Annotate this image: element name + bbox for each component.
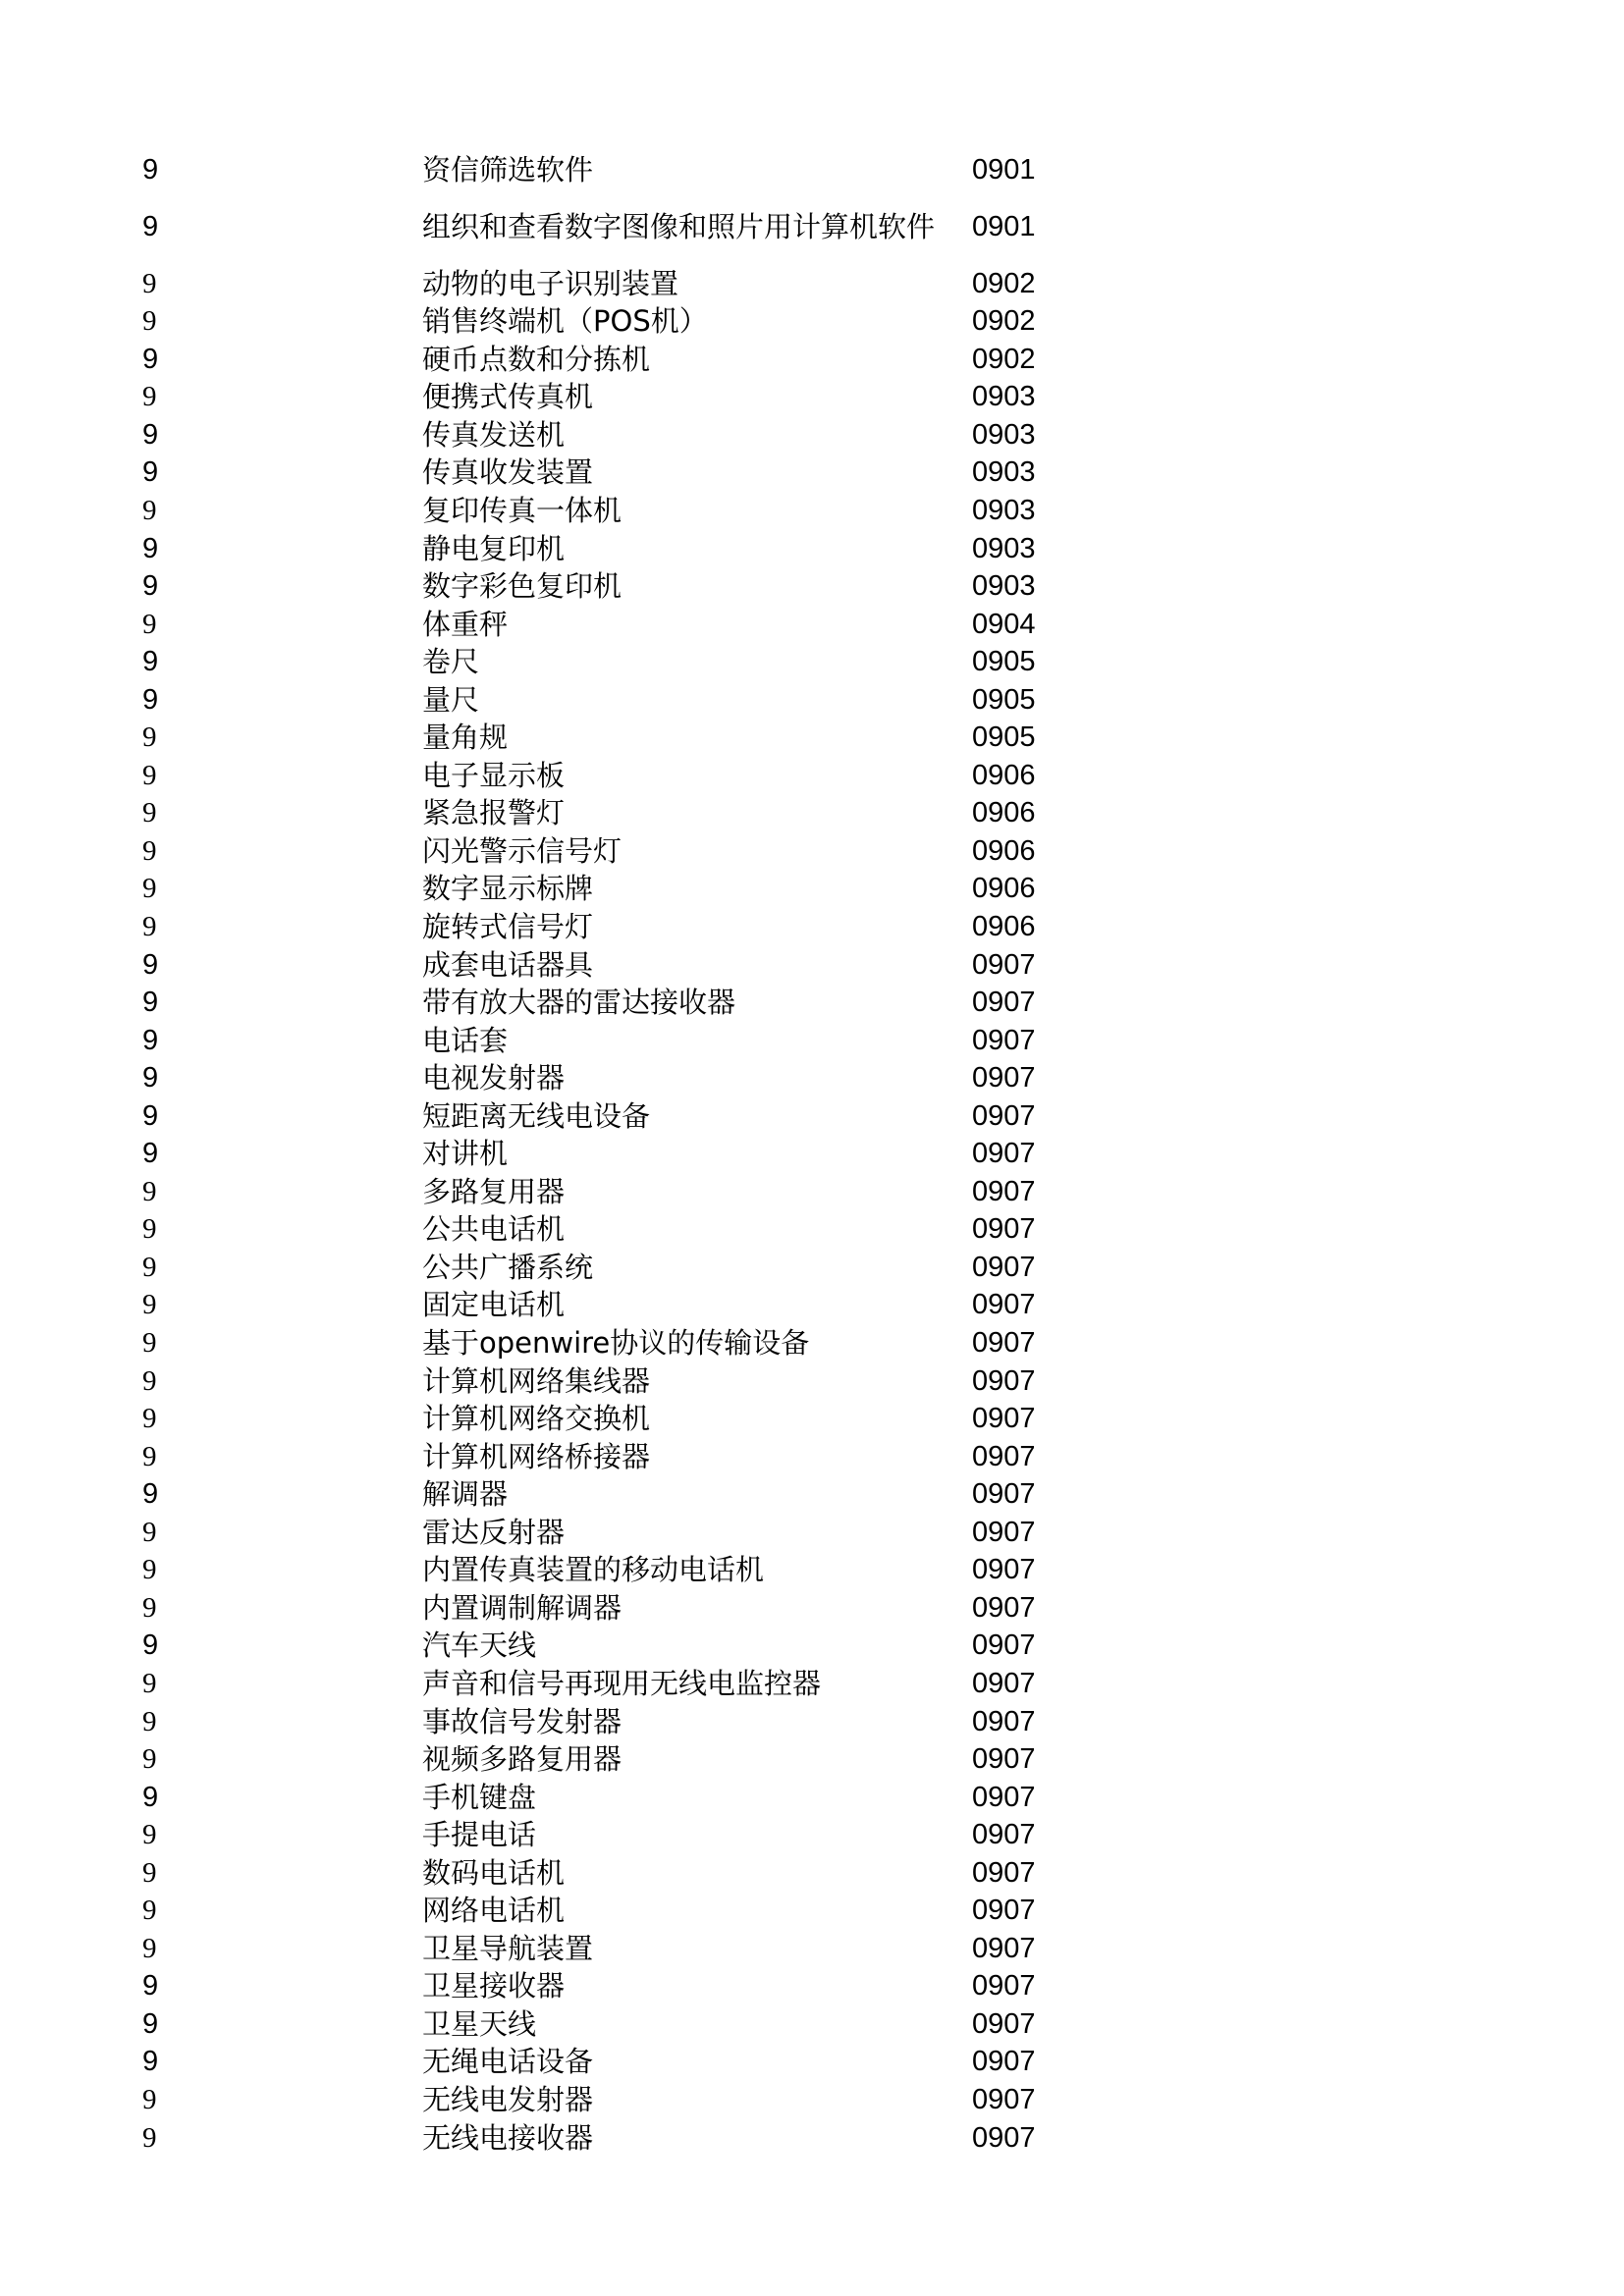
goods-name: 手机键盘 (422, 1781, 537, 1814)
group-code: 0906 (972, 910, 1036, 942)
table-row (0, 151, 1624, 188)
table-row (0, 1892, 1624, 1929)
group-code: 0907 (972, 948, 1036, 981)
table-row (0, 643, 1624, 680)
goods-name: 便携式传真机 (422, 380, 594, 413)
goods-name: 传真发送机 (422, 418, 566, 452)
table-row (0, 1665, 1624, 1702)
goods-name: 内置传真装置的移动电话机 (422, 1553, 765, 1586)
goods-name: 数字显示标牌 (422, 872, 594, 905)
table-row (0, 189, 1624, 264)
table-row (0, 1930, 1624, 1967)
class-number: 9 (142, 759, 157, 791)
group-code: 0907 (972, 2121, 1036, 2154)
table-row (0, 794, 1624, 831)
group-code: 0907 (972, 1288, 1036, 1320)
goods-name: 无线电发射器 (422, 2083, 594, 2116)
goods-name: 手提电话 (422, 1818, 537, 1851)
class-number: 9 (142, 210, 159, 242)
class-number: 9 (142, 1440, 157, 1472)
group-code: 0907 (972, 1591, 1036, 1624)
goods-name: 汽车天线 (422, 1629, 537, 1662)
group-code: 0907 (972, 1629, 1036, 1661)
group-code: 0906 (972, 834, 1036, 867)
class-number: 9 (142, 1477, 159, 1510)
group-code: 0907 (972, 2045, 1036, 2077)
goods-name: 视频多路复用器 (422, 1742, 623, 1776)
class-number: 9 (142, 1137, 159, 1169)
table-row (0, 302, 1624, 340)
class-number: 9 (142, 721, 157, 753)
group-code: 0907 (972, 1516, 1036, 1548)
group-code: 0907 (972, 1024, 1036, 1056)
group-code: 0907 (972, 1818, 1036, 1850)
goods-name: 声音和信号再现用无线电监控器 (422, 1667, 822, 1700)
table-row (0, 2043, 1624, 2080)
table-row (0, 567, 1624, 605)
group-code: 0906 (972, 872, 1036, 904)
goods-name: 量角规 (422, 721, 509, 754)
class-number: 9 (142, 153, 159, 186)
goods-name: 事故信号发射器 (422, 1705, 623, 1738)
table-row (0, 265, 1624, 302)
class-number: 9 (142, 948, 159, 981)
class-number: 9 (142, 1326, 157, 1359)
group-code: 0903 (972, 569, 1036, 602)
table-row (0, 2081, 1624, 2118)
goods-name: 卫星接收器 (422, 1969, 566, 2002)
group-code: 0907 (972, 1856, 1036, 1889)
group-code: 0901 (972, 153, 1036, 186)
goods-name: 销售终端机（POS机） (422, 304, 708, 338)
class-number: 9 (142, 1402, 157, 1434)
table-row (0, 1400, 1624, 1437)
class-number: 9 (142, 986, 159, 1018)
group-code: 0907 (972, 986, 1036, 1018)
table-row (0, 1551, 1624, 1588)
goods-name: 短距离无线电设备 (422, 1099, 651, 1133)
goods-name: 带有放大器的雷达接收器 (422, 986, 736, 1019)
goods-name: 复印传真一体机 (422, 494, 623, 527)
class-number: 9 (142, 796, 157, 828)
group-code: 0907 (972, 1402, 1036, 1434)
class-number: 9 (142, 2121, 157, 2154)
table-row (0, 681, 1624, 719)
goods-name: 基于openwire协议的传输设备 (422, 1326, 810, 1360)
goods-name: 解调器 (422, 1477, 509, 1511)
table-row (0, 1589, 1624, 1627)
class-number: 9 (142, 1742, 157, 1775)
table-row (0, 870, 1624, 907)
class-number: 9 (142, 1591, 157, 1624)
group-code: 0907 (972, 1705, 1036, 1737)
goods-name: 网络电话机 (422, 1894, 566, 1927)
class-number: 9 (142, 1932, 157, 1964)
group-code: 0907 (972, 1781, 1036, 1813)
goods-name: 公共广播系统 (422, 1251, 594, 1284)
group-code: 0907 (972, 1440, 1036, 1472)
table-row (0, 984, 1624, 1021)
goods-name: 对讲机 (422, 1137, 509, 1170)
table-row (0, 416, 1624, 454)
goods-name: 动物的电子识别装置 (422, 267, 679, 300)
table-row (0, 2005, 1624, 2043)
goods-name: 无线电接收器 (422, 2121, 594, 2155)
goods-name: 数字彩色复印机 (422, 569, 623, 603)
goods-name: 卫星导航装置 (422, 1932, 594, 1965)
class-number: 9 (142, 267, 157, 299)
group-code: 0906 (972, 796, 1036, 828)
goods-name: 体重秤 (422, 608, 509, 641)
class-number: 9 (142, 494, 157, 526)
table-row (0, 492, 1624, 529)
group-code: 0907 (972, 1326, 1036, 1359)
goods-name: 紧急报警灯 (422, 796, 566, 829)
class-number: 9 (142, 1364, 157, 1397)
group-code: 0907 (972, 1251, 1036, 1283)
table-row (0, 1740, 1624, 1778)
table-row (0, 1475, 1624, 1513)
goods-name: 公共电话机 (422, 1212, 566, 1246)
group-code: 0903 (972, 418, 1036, 451)
group-code: 0907 (972, 1175, 1036, 1207)
goods-name: 雷达反射器 (422, 1516, 566, 1549)
group-code: 0903 (972, 455, 1036, 488)
table-row (0, 1173, 1624, 1210)
group-code: 0906 (972, 759, 1036, 791)
class-number: 9 (142, 1629, 159, 1661)
table-row (0, 1210, 1624, 1248)
table-row (0, 1362, 1624, 1400)
table-row (0, 946, 1624, 984)
class-number: 9 (142, 872, 157, 904)
class-number: 9 (142, 569, 159, 602)
group-code: 0907 (972, 1137, 1036, 1169)
group-code: 0902 (972, 304, 1036, 337)
table-row (0, 1967, 1624, 2004)
class-number: 9 (142, 1818, 157, 1850)
class-number: 9 (142, 910, 157, 942)
goods-name: 静电复印机 (422, 532, 566, 565)
goods-name: 计算机网络集线器 (422, 1364, 651, 1398)
group-code: 0903 (972, 532, 1036, 564)
goods-name: 计算机网络交换机 (422, 1402, 651, 1435)
group-code: 0905 (972, 645, 1036, 677)
table-row (0, 378, 1624, 415)
class-number: 9 (142, 1894, 157, 1926)
class-number: 9 (142, 1061, 159, 1094)
class-number: 9 (142, 380, 157, 412)
goods-name: 卷尺 (422, 645, 480, 678)
goods-name: 闪光警示信号灯 (422, 834, 623, 868)
goods-name: 量尺 (422, 683, 480, 717)
table-row (0, 1135, 1624, 1172)
table-row (0, 1438, 1624, 1475)
goods-name: 资信筛选软件 (422, 153, 594, 187)
class-number: 9 (142, 1251, 157, 1283)
table-row (0, 1779, 1624, 1816)
group-code: 0907 (972, 1364, 1036, 1397)
class-number: 9 (142, 1288, 157, 1320)
goods-name: 计算机网络桥接器 (422, 1440, 651, 1473)
group-code: 0907 (972, 1742, 1036, 1775)
table-row (0, 1324, 1624, 1362)
group-code: 0907 (972, 1477, 1036, 1510)
class-number: 9 (142, 1705, 157, 1737)
goods-name: 旋转式信号灯 (422, 910, 594, 943)
goods-name: 数码电话机 (422, 1856, 566, 1890)
group-code: 0907 (972, 2007, 1036, 2040)
class-number: 9 (142, 645, 159, 677)
goods-name: 电子显示板 (422, 759, 566, 792)
group-code: 0907 (972, 1932, 1036, 1964)
class-number: 9 (142, 2045, 159, 2077)
goods-name: 传真收发装置 (422, 455, 594, 489)
class-number: 9 (142, 608, 157, 640)
table-row (0, 454, 1624, 491)
table-row (0, 2119, 1624, 2157)
goods-name: 内置调制解调器 (422, 1591, 623, 1625)
goods-name: 电话套 (422, 1024, 509, 1057)
class-number: 9 (142, 1099, 159, 1132)
goods-name: 电视发射器 (422, 1061, 566, 1095)
group-code: 0907 (972, 1969, 1036, 2002)
class-number: 9 (142, 1175, 157, 1207)
table-row (0, 1514, 1624, 1551)
class-number: 9 (142, 304, 157, 337)
goods-name: 无绳电话设备 (422, 2045, 594, 2078)
group-code: 0901 (972, 210, 1036, 242)
table-row (0, 1097, 1624, 1135)
group-code: 0907 (972, 1099, 1036, 1132)
goods-name: 多路复用器 (422, 1175, 566, 1208)
group-code: 0905 (972, 721, 1036, 753)
class-number: 9 (142, 1781, 159, 1813)
table-row (0, 1627, 1624, 1664)
class-number: 9 (142, 532, 159, 564)
group-code: 0907 (972, 1553, 1036, 1585)
table-row (0, 341, 1624, 378)
table-row (0, 1286, 1624, 1323)
group-code: 0907 (972, 1212, 1036, 1245)
group-code: 0903 (972, 380, 1036, 412)
table-row (0, 757, 1624, 794)
goods-name: 硬币点数和分拣机 (422, 343, 651, 376)
table-row (0, 1022, 1624, 1059)
class-number: 9 (142, 1516, 157, 1548)
table-row (0, 1059, 1624, 1096)
group-code: 0903 (972, 494, 1036, 526)
goods-name: 成套电话器具 (422, 948, 594, 982)
goods-name: 组织和查看数字图像和照片用计算机软件 (422, 210, 936, 243)
group-code: 0907 (972, 1667, 1036, 1699)
class-number: 9 (142, 2083, 157, 2115)
table-row (0, 908, 1624, 945)
group-code: 0907 (972, 2083, 1036, 2115)
table-row (0, 1854, 1624, 1892)
class-number: 9 (142, 1667, 157, 1699)
table-row (0, 1249, 1624, 1286)
group-code: 0904 (972, 608, 1036, 640)
table-row (0, 1703, 1624, 1740)
class-number: 9 (142, 455, 159, 488)
goods-name: 固定电话机 (422, 1288, 566, 1321)
class-number: 9 (142, 343, 159, 375)
class-number: 9 (142, 834, 157, 867)
table-row (0, 530, 1624, 567)
class-number: 9 (142, 1553, 157, 1585)
table-row (0, 1816, 1624, 1853)
class-number: 9 (142, 1024, 159, 1056)
class-number: 9 (142, 2007, 159, 2040)
group-code: 0907 (972, 1894, 1036, 1926)
class-number: 9 (142, 1856, 157, 1889)
table-row (0, 719, 1624, 756)
table-row (0, 832, 1624, 870)
class-number: 9 (142, 418, 159, 451)
group-code: 0902 (972, 267, 1036, 299)
class-number: 9 (142, 683, 159, 716)
group-code: 0902 (972, 343, 1036, 375)
group-code: 0905 (972, 683, 1036, 716)
goods-name: 卫星天线 (422, 2007, 537, 2041)
table-row (0, 606, 1624, 643)
class-number: 9 (142, 1212, 157, 1245)
group-code: 0907 (972, 1061, 1036, 1094)
class-number: 9 (142, 1969, 159, 2002)
